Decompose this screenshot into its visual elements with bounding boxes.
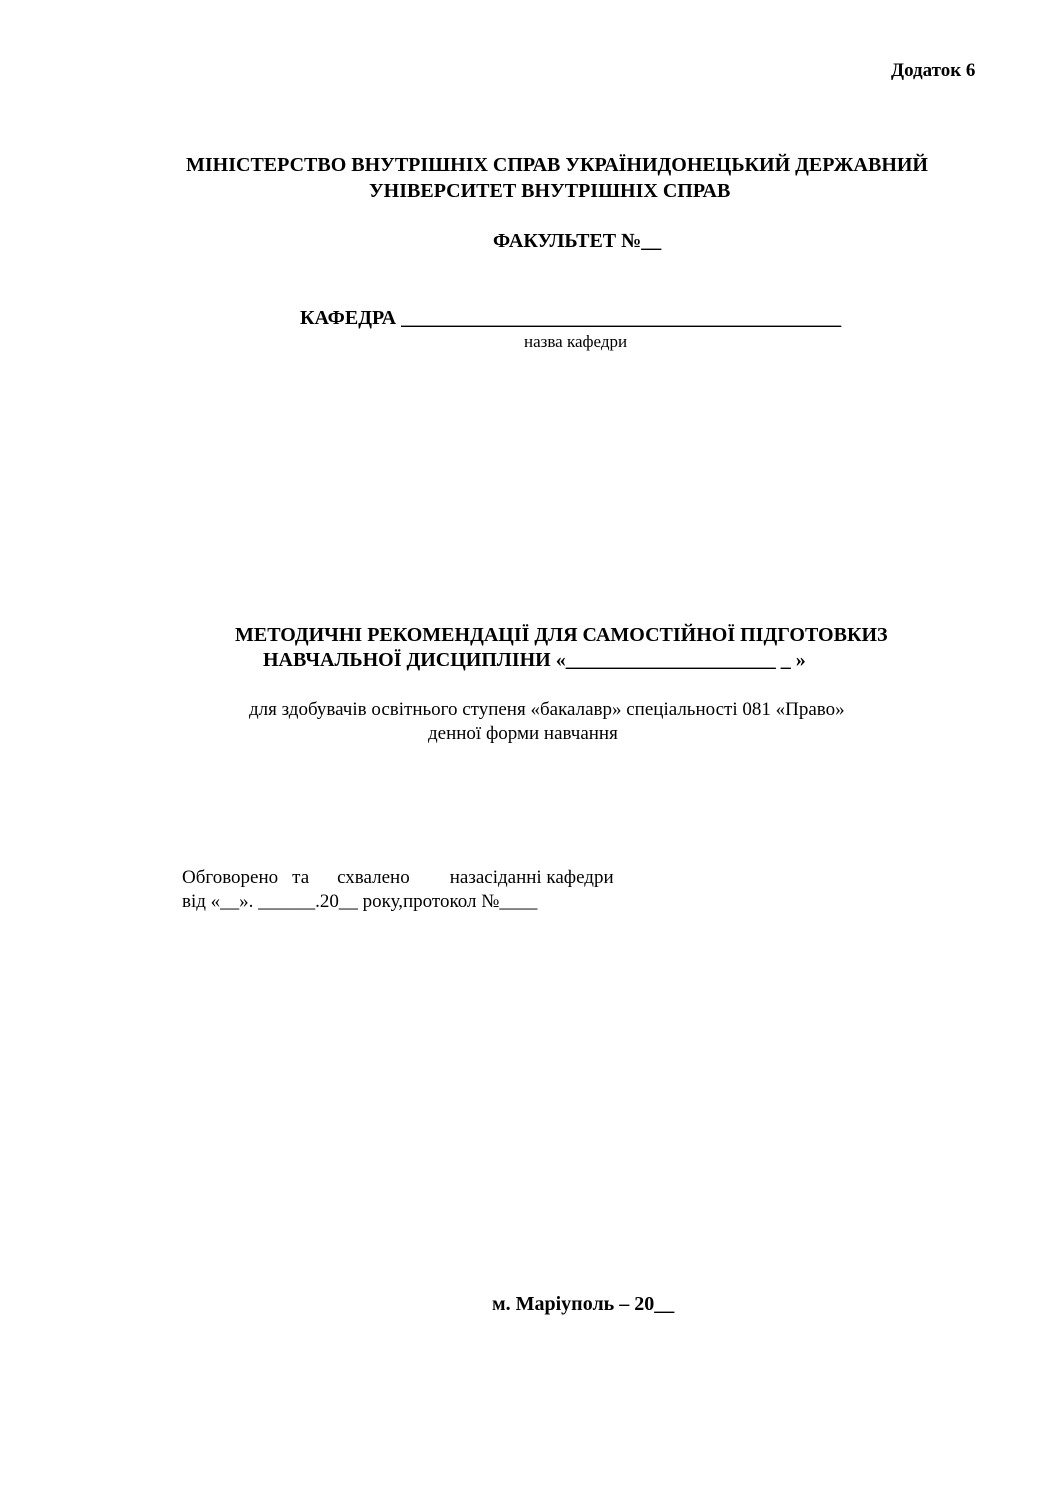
document-title-line2 (263, 647, 806, 673)
discipline-name-blank: _____________________ _ (565, 649, 796, 671)
city-year-text: м. Маріуполь – 20 (492, 1293, 655, 1315)
department-caption: назва кафедри (524, 332, 628, 351)
department-name-blank: ____________________________________________ (401, 307, 842, 329)
discipline-suffix: » (795, 649, 806, 671)
faculty-line (493, 228, 661, 254)
approval-line2: від «__». ______.20__ року,протокол №____ (182, 891, 538, 912)
approval-word-4: назасіданні кафедри (449, 867, 614, 888)
department-label: КАФЕДРА (300, 307, 397, 329)
university-header-line2: УНІВЕРСИТЕТ ВНУТРІШНІХ СПРАВ (369, 180, 731, 202)
year-blank: __ (654, 1293, 675, 1315)
approval-word-1: Обговорено (182, 867, 279, 888)
document-title-line1: МЕТОДИЧНІ РЕКОМЕНДАЦІЇ ДЛЯ САМОСТІЙНОЇ ПІДГОТОВКИЗ (235, 624, 888, 646)
approval-word-2: та (292, 867, 310, 888)
city-year (492, 1291, 674, 1317)
faculty-number-blank: __ (641, 230, 662, 252)
approval-line1 (182, 865, 614, 891)
faculty-label: ФАКУЛЬТЕТ № (493, 230, 642, 252)
audience-line1: для здобувачів освітнього ступеня «бакалавр» спеціальності 081 «Право» (249, 699, 845, 720)
approval-word-3: схвалено (337, 867, 410, 888)
discipline-prefix: НАВЧАЛЬНОЇ ДИСЦИПЛІНИ « (263, 649, 566, 671)
appendix-label: Додаток 6 (891, 60, 976, 81)
audience-line2: денної форми навчання (428, 723, 618, 744)
ministry-header-line1: МІНІСТЕРСТВО ВНУТРІШНІХ СПРАВ УКРАЇНИДОНЕЦЬКИЙ ДЕРЖАВНИЙ (186, 154, 928, 176)
department-line (300, 305, 841, 331)
